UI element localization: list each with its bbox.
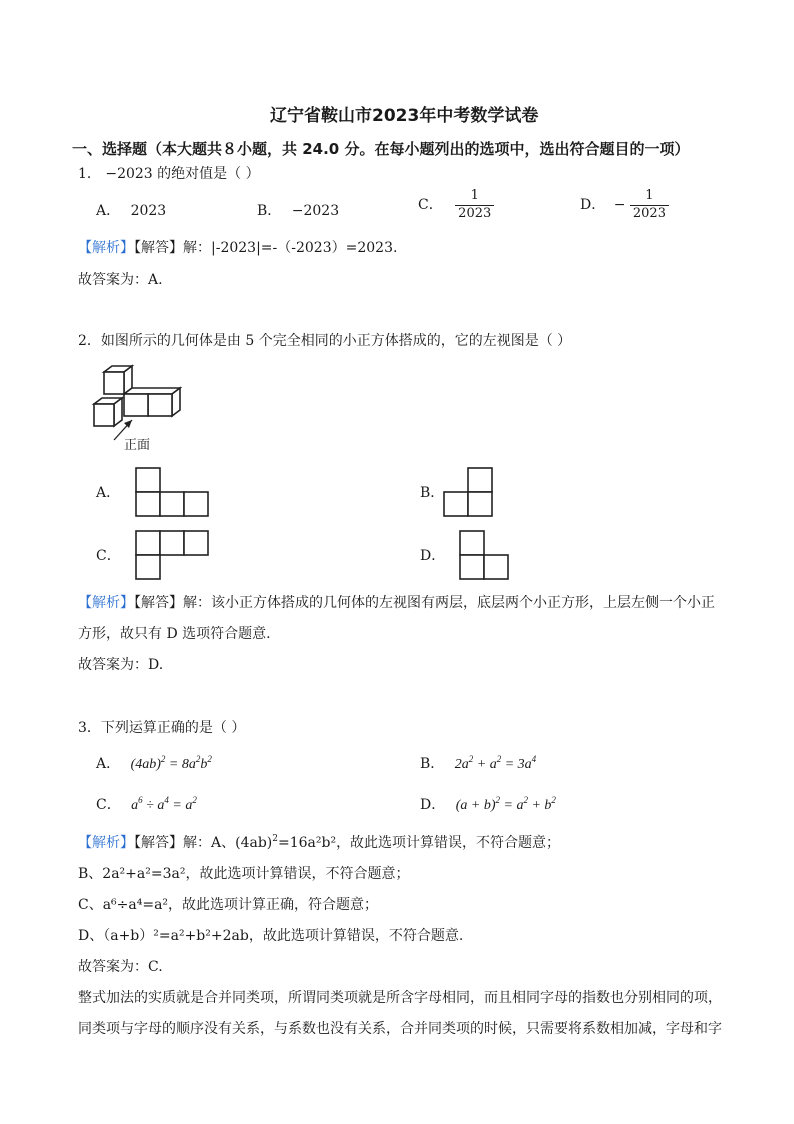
q1-option-b-label: B． [257, 203, 282, 219]
q1-option-d [580, 189, 669, 222]
q1-option-b [257, 203, 339, 220]
solid-top-cube [104, 366, 132, 394]
page-title: 辽宁省鞍山市2023年中考数学试卷 [270, 106, 539, 126]
q2-analysis-text1: 【解答】解：该小正方体搭成的几何体的左视图有两层，底层两个小正方形，上层左侧一个小正 [134, 595, 715, 611]
q1-option-a-label: A． [96, 203, 121, 219]
q2-option-a-figure [135, 467, 211, 517]
q3-option-a [96, 756, 212, 774]
q3-option-a-formula: $(4ab)^2 = 8a^2b^2$ [130, 754, 212, 772]
q3-option-c-label: C． [96, 797, 121, 813]
q2-option-c-figure [135, 530, 211, 580]
analysis-tag: 【解析】 [78, 595, 134, 611]
q2-analysis-line1 [78, 595, 715, 612]
solid-front-cube [94, 398, 122, 426]
q3-analysis-line1: 【解析】【解答】解：A、$(4ab)^2=16a^2b^2$，故此选项计算错误，不符合题意； [78, 834, 561, 851]
q3-stem: 3．下列运算正确的是（ ） [78, 720, 246, 736]
q3-option-d [420, 797, 556, 815]
q1-answer: 故答案为：A. [78, 272, 163, 288]
q2-answer: 故答案为：D. [78, 657, 164, 673]
analysis-tag: 【解析】 [78, 835, 134, 851]
q1-option-c-denominator: 2023 [455, 205, 494, 222]
q1-option-a-text: 2023 [130, 203, 167, 219]
q3-option-b-formula: $2a^2 + a^2 = 3a^4$ [454, 754, 537, 772]
q2-option-d-label: D． [420, 548, 446, 564]
q1-stem: 1． −2023 的绝对值是（ ） [78, 166, 260, 182]
q3-option-a-label: A． [96, 756, 121, 772]
q3-note-line2: 同类项与字母的顺序没有关系，与系数也没有关系，合并同类项的时候，只需要将系数相加减，字母和字 [78, 1021, 722, 1037]
q2-stem: 2．如图所示的几何体是由 5 个完全相同的小正方体搭成的，它的左视图是（ ） [78, 333, 572, 349]
q1-option-d-label: D． [580, 197, 606, 214]
q3-option-b [420, 756, 536, 774]
q3-analysis-a-post: =16a²b²，故此选项计算错误，不符合题意； [277, 835, 561, 851]
q1-option-d-fraction [630, 189, 669, 222]
q2-option-b-figure [443, 467, 495, 517]
q1-option-c-numerator: 1 [470, 188, 479, 203]
q1-option-c [418, 189, 494, 222]
q1-option-c-fraction [455, 189, 494, 222]
q2-option-d-figure [459, 530, 511, 580]
q3-analysis-line-b: B、2a²+a²=3a²，故此选项计算错误，不符合题意； [78, 866, 410, 882]
q2-analysis-line2: 方形，故只有 D 选项符合题意. [78, 626, 271, 642]
q3-answer: 故答案为：C. [78, 959, 163, 975]
q3-analysis-a-pre: 【解答】解：A、(4ab) [134, 835, 273, 851]
q2-option-b-label: B． [420, 485, 445, 501]
q3-note-line1: 整式加法的实质就是合并同类项，所谓同类项就是所含字母相同，而且相同字母的指数也分别相同的项， [78, 990, 722, 1006]
q3-option-d-label: D． [420, 797, 446, 813]
q2-option-a-label: A． [96, 485, 121, 501]
q3-option-c-formula: $a^6 \div a^4 = a^2$ [131, 795, 197, 813]
q3-analysis-line-d: D、（a+b）²=a²+b²+2ab，故此选项计算错误，不符合题意. [78, 928, 464, 944]
q1-option-a [96, 203, 166, 220]
q3-option-c [96, 797, 197, 815]
q1-option-d-denominator: 2023 [630, 205, 669, 222]
q3-option-d-formula: $(a + b)^2 = a^2 + b^2$ [455, 795, 556, 813]
q1-option-d-numerator: 1 [645, 188, 654, 203]
q1-option-b-text: −2023 [291, 203, 340, 219]
q3-option-b-label: B． [420, 756, 445, 772]
q1-analysis [78, 240, 397, 257]
q2-front-label: 正面 [124, 438, 151, 453]
q3-analysis-line-c: C、a⁶÷a⁴=a²，故此选项计算正确，符合题意； [78, 897, 379, 913]
solid-right-row [124, 388, 180, 416]
q1-option-c-label: C． [418, 197, 443, 214]
q2-option-c-label: C． [96, 548, 121, 564]
section-heading: 一、选择题（本大题共８小题，共 24.0 分。在每小题列出的选项中，选出符合题目的一项） [72, 140, 690, 158]
q1-analysis-text: 【解答】解：|-2023|=-（-2023）=2023. [134, 240, 398, 256]
q1-option-d-sign: − [613, 197, 626, 214]
analysis-tag: 【解析】 [78, 240, 134, 256]
